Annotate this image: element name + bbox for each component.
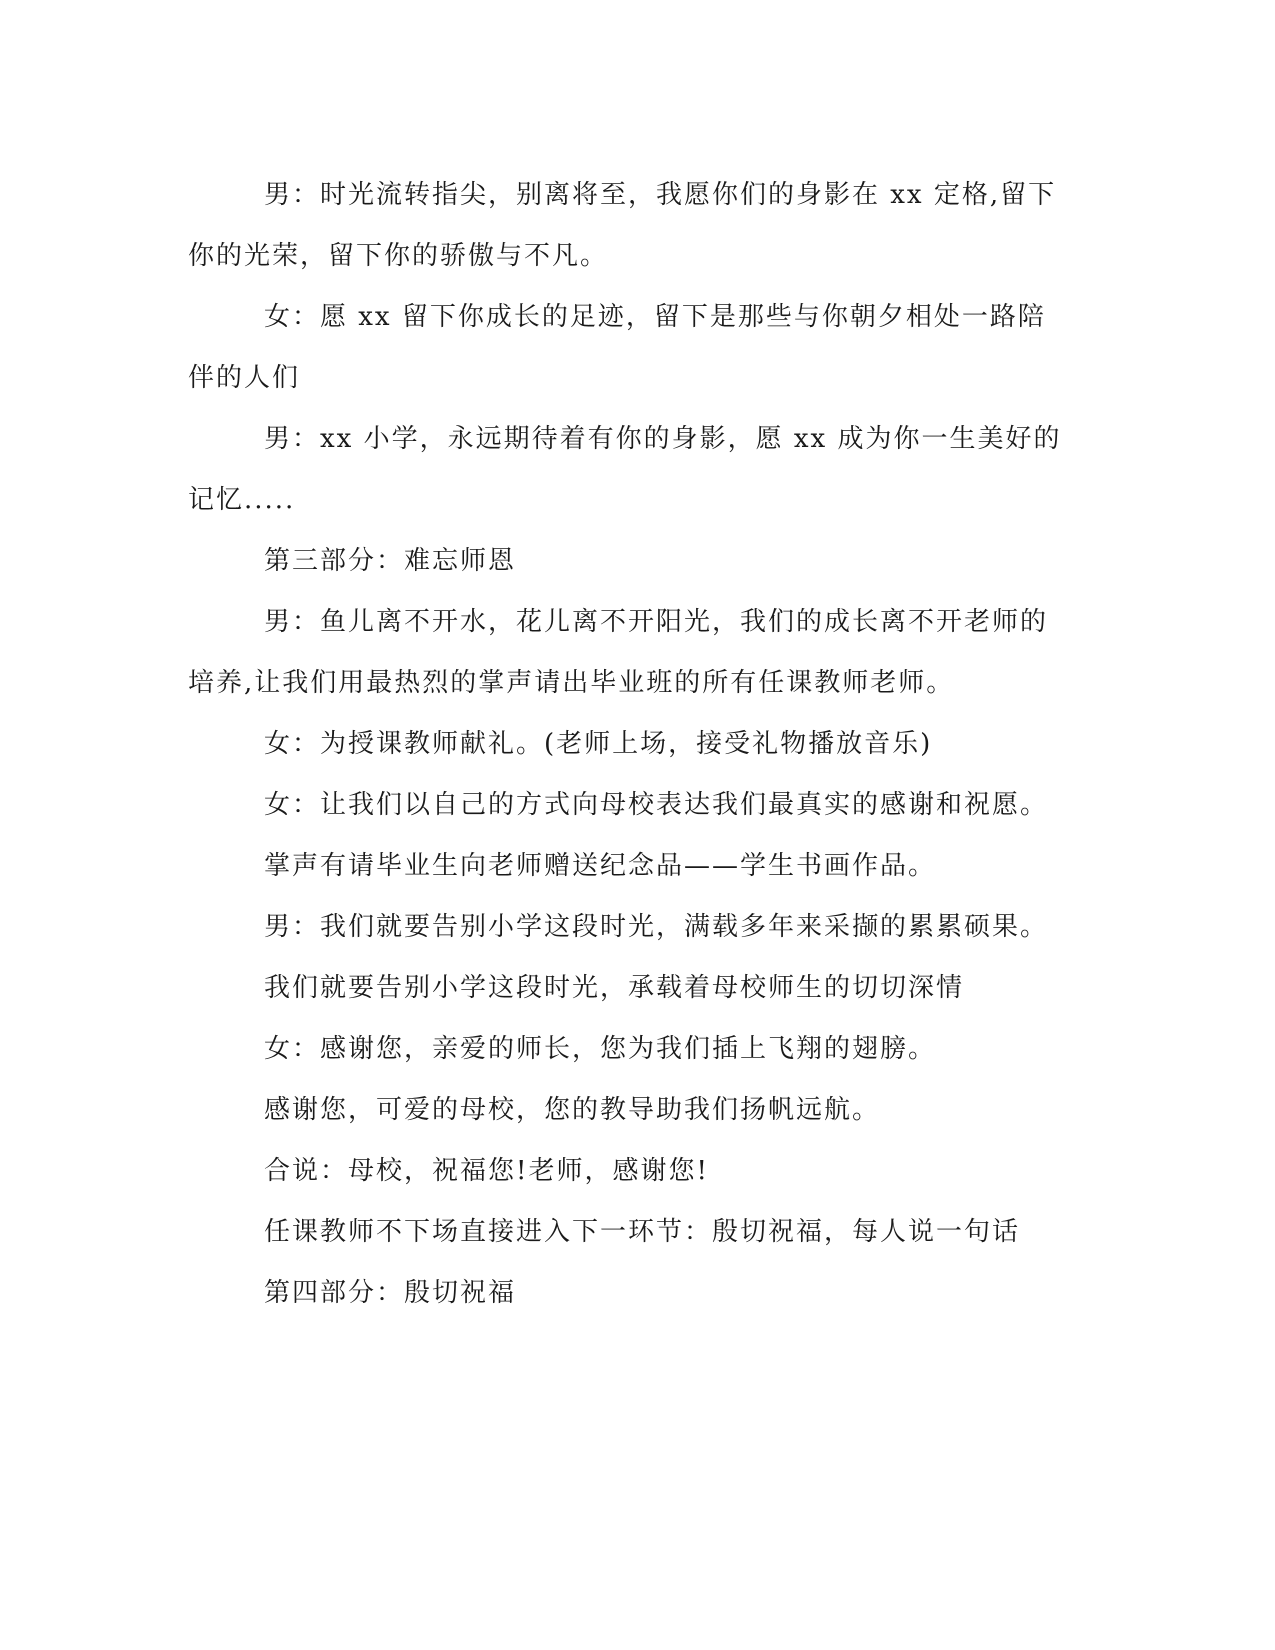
document-body — [188, 165, 1073, 1324]
dialogue-line-together: 合说：母校，祝福您!老师，感谢您! — [264, 1156, 709, 1186]
dialogue-line-female: 女：愿 xx 留下你成长的足迹，留下是那些与你朝夕相处一路陪 — [264, 302, 1046, 332]
dialogue-line: 掌声有请毕业生向老师赠送纪念品——学生书画作品。 — [264, 851, 937, 881]
dialogue-line-female: 女：为授课教师献礼。(老师上场，接受礼物播放音乐) — [264, 729, 933, 759]
dialogue-line-female: 女：感谢您，亲爱的师长，您为我们插上飞翔的翅膀。 — [264, 1034, 937, 1064]
dialogue-line-continuation: 伴的人们 — [188, 363, 301, 393]
dialogue-line: 感谢您，可爱的母校，您的教导助我们扬帆远航。 — [264, 1095, 881, 1125]
dialogue-line-male: 男：时光流转指尖，别离将至，我愿你们的身影在 xx 定格,留下 — [264, 180, 1057, 210]
dialogue-line-male: 男：鱼儿离不开水，花儿离不开阳光，我们的成长离不开老师的 — [264, 607, 1049, 637]
section-heading: 第三部分：难忘师恩 — [264, 546, 517, 576]
dialogue-line: 我们就要告别小学这段时光，承载着母校师生的切切深情 — [264, 973, 965, 1003]
dialogue-line-continuation: 记忆..... — [188, 485, 296, 515]
dialogue-line-female: 女：让我们以自己的方式向母校表达我们最真实的感谢和祝愿。 — [264, 790, 1049, 820]
stage-direction: 任课教师不下场直接进入下一环节：殷切祝福，每人说一句话 — [264, 1217, 1021, 1247]
dialogue-line-male: 男：我们就要告别小学这段时光，满载多年来采撷的累累硕果。 — [264, 912, 1049, 942]
dialogue-line-continuation: 培养,让我们用最热烈的掌声请出毕业班的所有任课教师老师。 — [188, 668, 955, 698]
dialogue-line-male: 男：xx 小学，永远期待着有你的身影，愿 xx 成为你一生美好的 — [264, 424, 1062, 454]
dialogue-line-continuation: 你的光荣，留下你的骄傲与不凡。 — [188, 241, 609, 271]
section-heading: 第四部分：殷切祝福 — [264, 1278, 517, 1308]
